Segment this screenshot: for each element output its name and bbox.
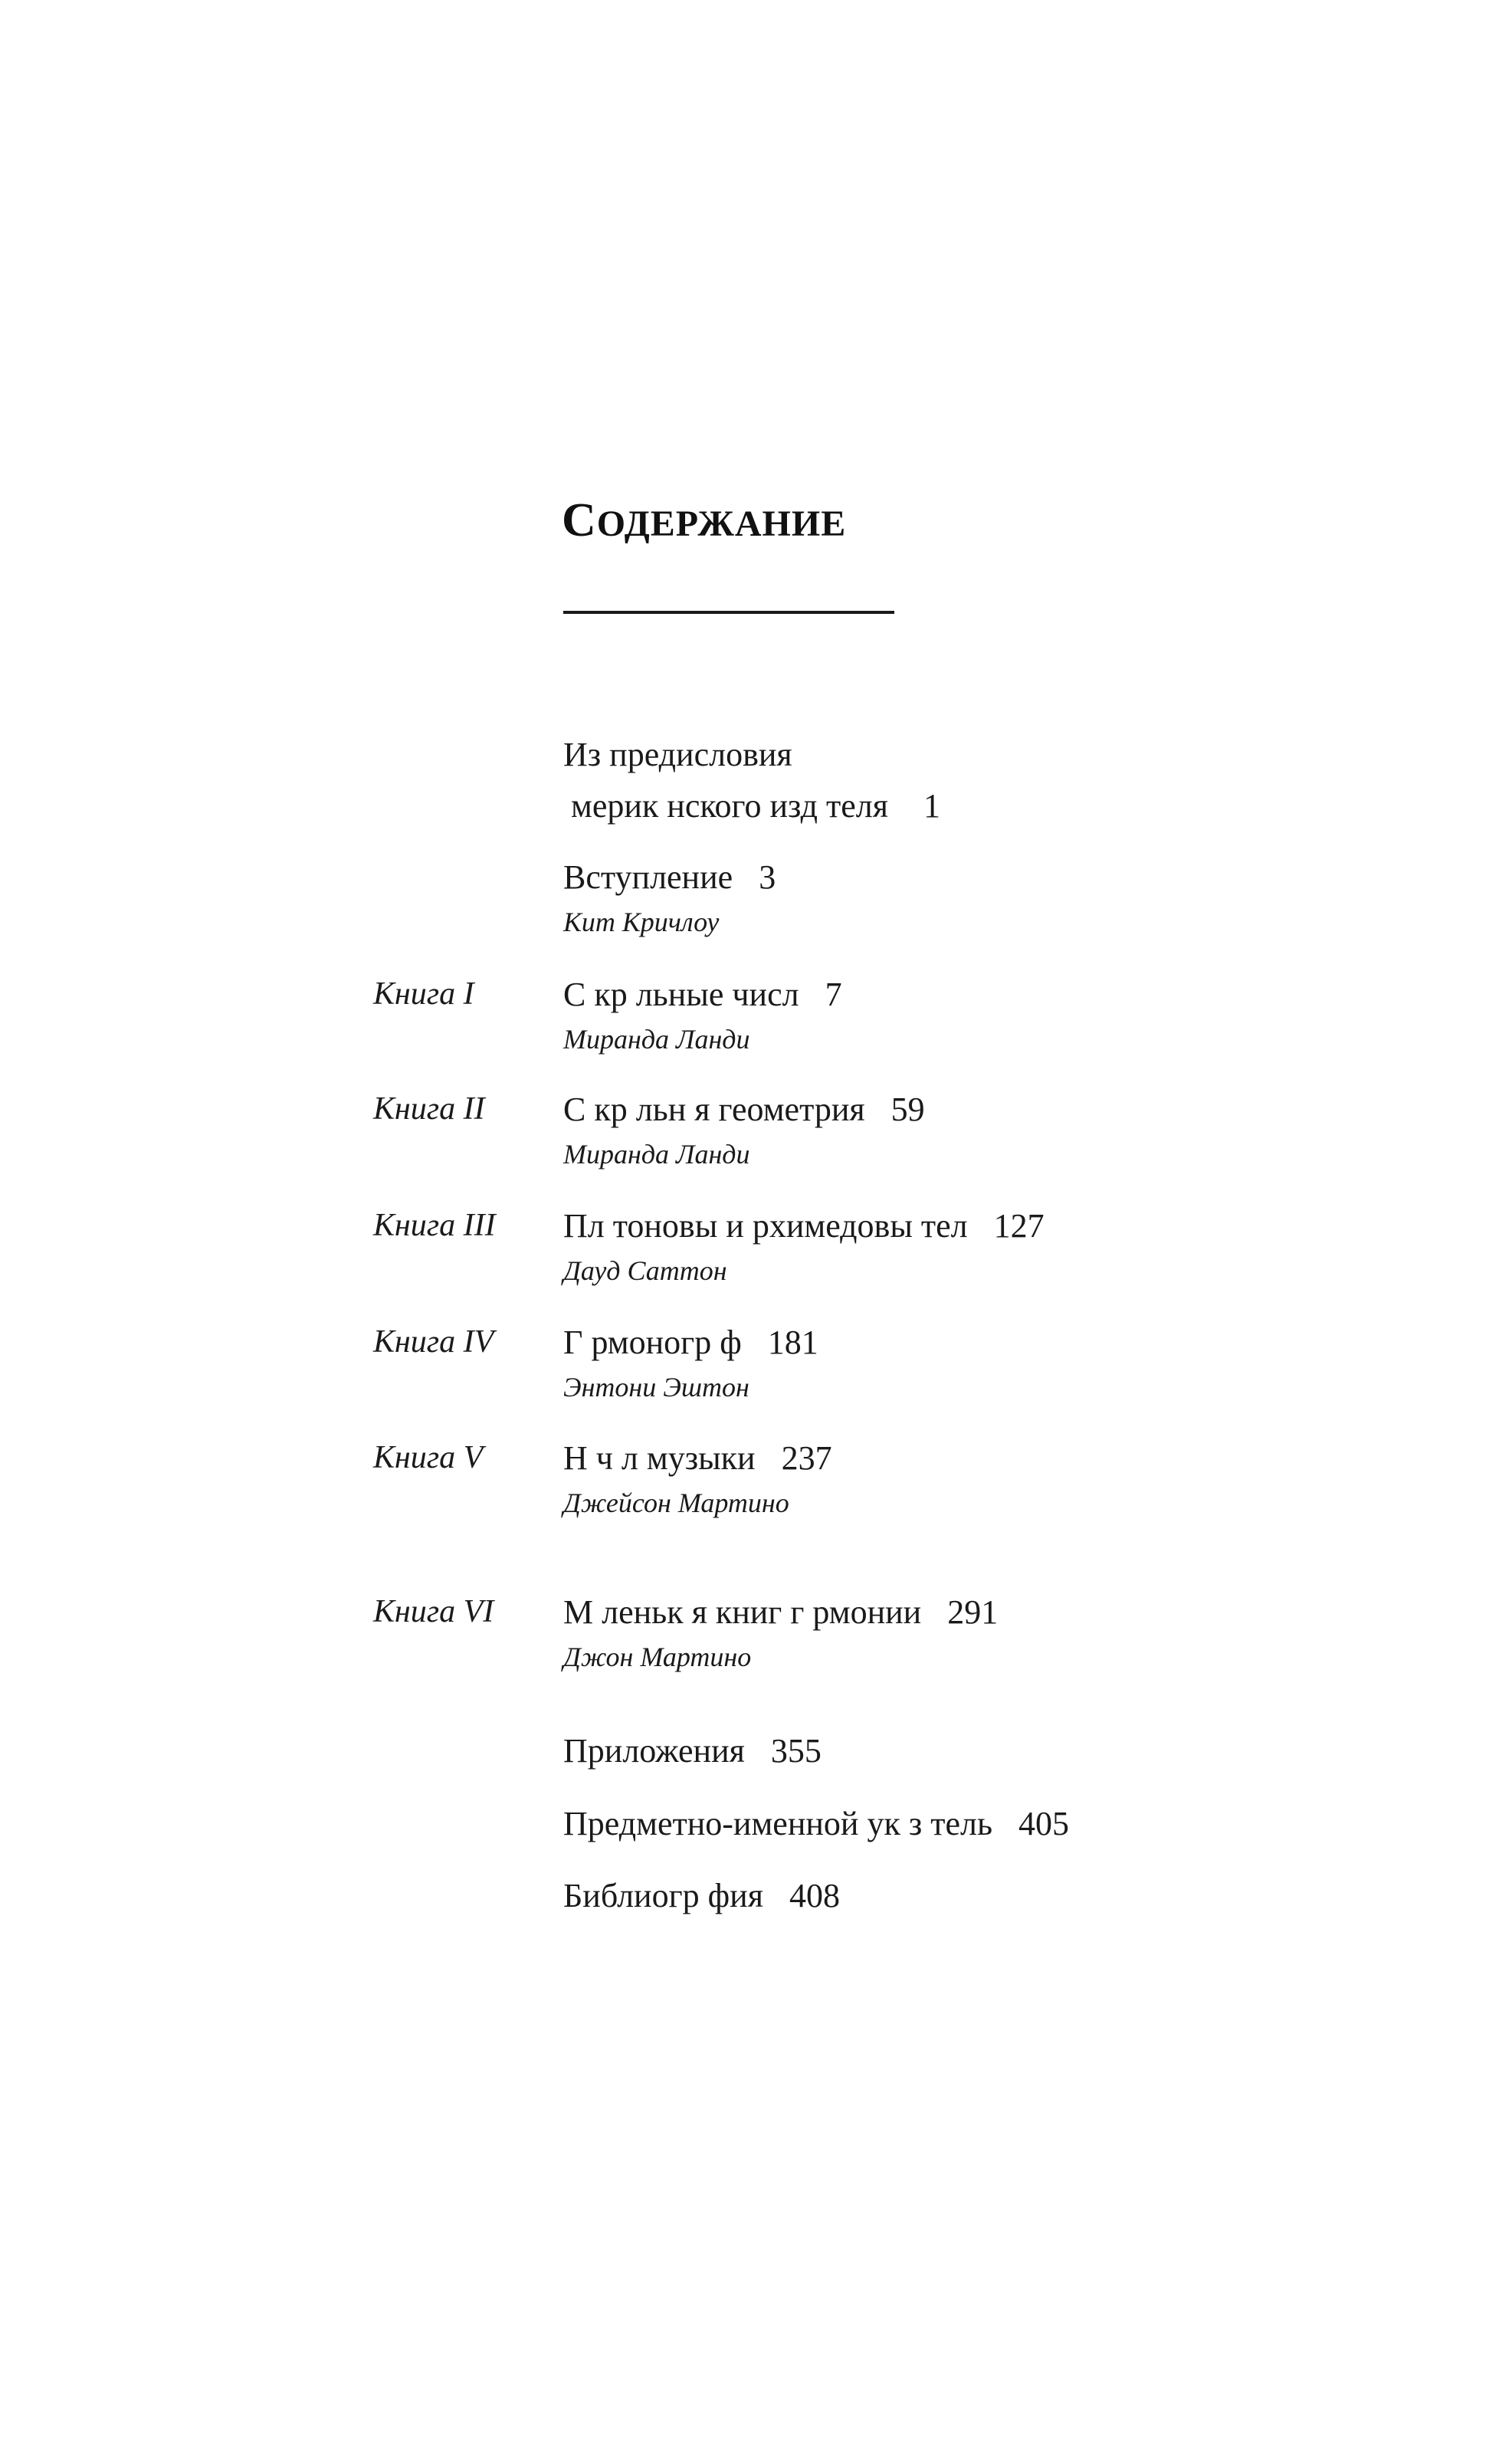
entry-page-number: 1 (923, 787, 940, 825)
page-title-body: ОДЕРЖАНИЕ (596, 504, 847, 544)
entry-author: Дауд Саттон (563, 1255, 727, 1286)
entry-author: Миранда Ланди (563, 1024, 750, 1055)
entry-title: Г рмоногр ф (563, 1324, 742, 1361)
entry-main (563, 1209, 1045, 1243)
entry-page-number: 355 (770, 1732, 822, 1770)
book-label: Книга V (373, 1440, 484, 1475)
toc-entry-preface-line1[interactable] (563, 738, 792, 772)
entry-main (563, 978, 842, 1012)
book-label: Книга IV (373, 1324, 494, 1360)
entry-main (563, 1593, 999, 1631)
entry-title: Приложения (563, 1732, 745, 1770)
entry-title: С кр льные числ (563, 976, 799, 1013)
toc-entry-appendices[interactable] (563, 1734, 822, 1768)
toc-entry-bibliography[interactable] (563, 1879, 840, 1913)
page-title-initial: С (562, 494, 597, 546)
entry-main (563, 1093, 925, 1127)
entry-page-number: 7 (825, 976, 842, 1013)
book-label: Книга I (373, 976, 474, 1012)
entry-page-number: 408 (789, 1877, 840, 1914)
entry-page-number: 405 (1018, 1805, 1070, 1842)
toc-entry-index[interactable] (563, 1807, 1069, 1841)
entry-title: Библиогр фия (563, 1877, 763, 1914)
entry-title: Из предисловия (563, 736, 792, 773)
entry-title: Н ч л музыки (563, 1439, 756, 1477)
entry-page-number: 3 (759, 858, 776, 896)
entry-author: Кит Кричлоу (563, 907, 720, 937)
entry-title: С кр льн я геометрия (563, 1091, 865, 1128)
entry-page-number: 291 (947, 1593, 999, 1631)
entry-main (563, 858, 776, 896)
entry-author: Джон Мартино (563, 1642, 752, 1672)
entry-page-number: 59 (890, 1091, 925, 1128)
page-title (562, 494, 847, 546)
entry-author: Джейсон Мартино (563, 1488, 789, 1518)
book-label: Книга III (373, 1208, 496, 1243)
entry-title: Пл тоновы и рхимедовы тел (563, 1207, 968, 1245)
entry-page-number: 127 (993, 1207, 1045, 1245)
entry-title: М леньк я книг г рмонии (563, 1593, 922, 1631)
entry-main (563, 1439, 832, 1477)
entry-title: Предметно-именной ук з тель (563, 1805, 993, 1842)
entry-author: Энтони Эштон (563, 1372, 749, 1402)
entry-page-number: 181 (767, 1324, 818, 1361)
entry-author: Миранда Ланди (563, 1139, 750, 1170)
entry-page-number: 237 (781, 1439, 832, 1477)
entry-title: Вступление (563, 858, 733, 896)
entry-title: мерик нского изд теля (571, 787, 888, 825)
toc-entry-preface-line2[interactable] (571, 789, 940, 823)
entry-main (563, 1326, 818, 1360)
book-label: Книга VI (373, 1594, 494, 1629)
book-label: Книга II (373, 1091, 485, 1127)
title-divider (563, 611, 894, 614)
